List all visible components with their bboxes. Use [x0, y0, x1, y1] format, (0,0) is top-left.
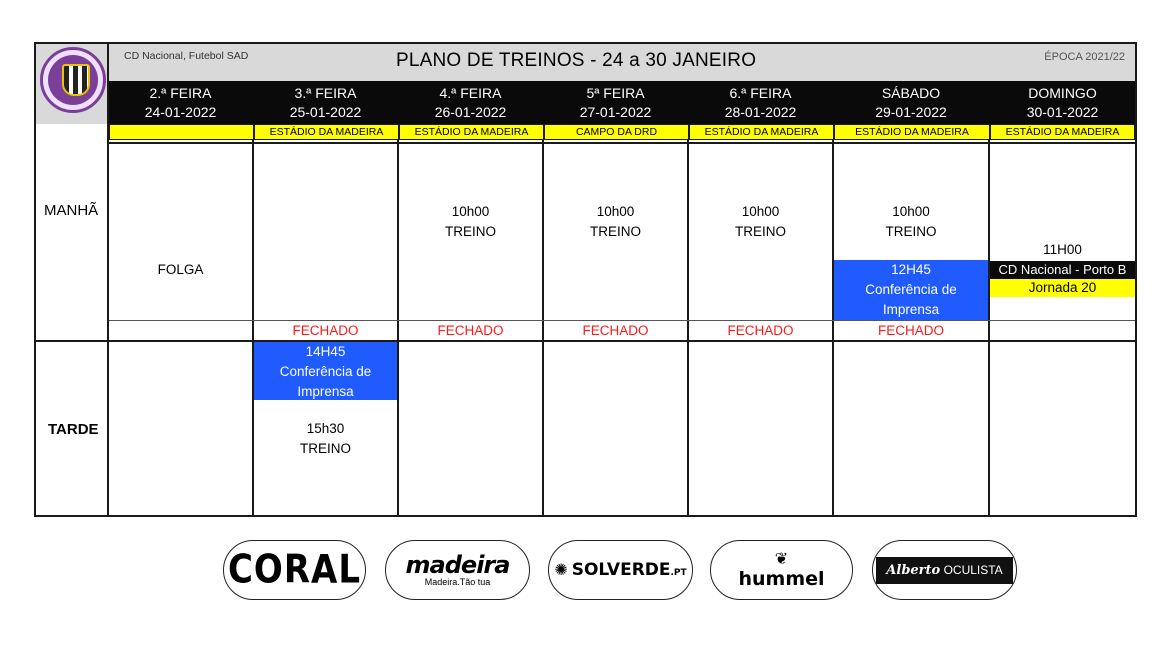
sun-icon: ✺ [554, 562, 568, 579]
venue-tue: ESTÁDIO DA MADEIRA [254, 124, 399, 140]
sat-closed: FECHADO [877, 323, 944, 338]
day-header-fri: 6.ª FEIRA 28-01-2022 [724, 85, 797, 120]
venue-mon [109, 124, 254, 140]
grid-line [109, 320, 1135, 321]
sponsor-madeira: madeira Madeira.Tão tua [385, 540, 530, 600]
sun-match-fixture: CD Nacional - Porto B [990, 261, 1135, 279]
sponsor-solverde: ✺ SOLVERDE.PT [548, 540, 693, 600]
sponsor-alberto: Alberto OCULISTA [872, 540, 1017, 600]
tue-afternoon-training: 15h30 TREINO [299, 421, 351, 456]
fri-morning-training: 10h00 TREINO [734, 204, 786, 239]
sat-morning-training: 10h00 TREINO [885, 204, 937, 239]
wed-closed: FECHADO [437, 323, 504, 338]
grid-line [988, 140, 990, 517]
day-header-sat: SÁBADO 29-01-2022 [875, 85, 947, 120]
tue-press-conference: 14H45 Conferência de Imprensa [254, 342, 397, 400]
thu-closed: FECHADO [582, 323, 649, 338]
sun-match-time: 11H00 [1043, 242, 1082, 257]
day-header-thu: 5ª FEIRA 27-01-2022 [579, 85, 652, 120]
training-plan-sheet [34, 42, 1137, 517]
venue-thu: CAMPO DA DRD [544, 124, 689, 140]
sponsor-coral: CORAL [223, 540, 366, 600]
thu-morning-training: 10h00 TREINO [589, 204, 641, 239]
club-crest-icon [40, 47, 106, 113]
sponsor-hummel: ❦ hummel [710, 540, 853, 600]
day-header-tue: 3.ª FEIRA 25-01-2022 [289, 85, 362, 120]
venue-fri: ESTÁDIO DA MADEIRA [689, 124, 834, 140]
logo-cell [36, 44, 109, 124]
sun-match-round: Jornada 20 [990, 279, 1135, 297]
club-name: CD Nacional, Futebol SAD [124, 50, 249, 62]
day-header-mon: 2.ª FEIRA 24-01-2022 [144, 85, 217, 120]
wed-morning-training: 10h00 TREINO [444, 204, 496, 239]
grid-line [36, 340, 1135, 342]
day-header-sun: DOMINGO 30-01-2022 [1026, 85, 1099, 120]
mon-morning-rest: FOLGA [157, 262, 204, 277]
season-label: ÉPOCA 2021/22 [1044, 51, 1125, 63]
tue-closed: FECHADO [292, 323, 359, 338]
row-label-morning: MANHÃ [44, 202, 99, 219]
bee-icon: ❦ [774, 551, 789, 568]
page-title: PLANO DE TREINOS - 24 a 30 JANEIRO [396, 50, 757, 71]
sat-press-conference: 12H45 Conferência de Imprensa [834, 260, 988, 320]
day-header-wed: 4.ª FEIRA 26-01-2022 [434, 85, 507, 120]
fri-closed: FECHADO [727, 323, 794, 338]
grid-line [109, 142, 1135, 144]
day-header [109, 81, 1135, 124]
venue-sun: ESTÁDIO DA MADEIRA [990, 124, 1135, 140]
row-label-afternoon: TARDE [48, 421, 99, 438]
venue-wed: ESTÁDIO DA MADEIRA [399, 124, 544, 140]
venue-sat: ESTÁDIO DA MADEIRA [834, 124, 990, 140]
